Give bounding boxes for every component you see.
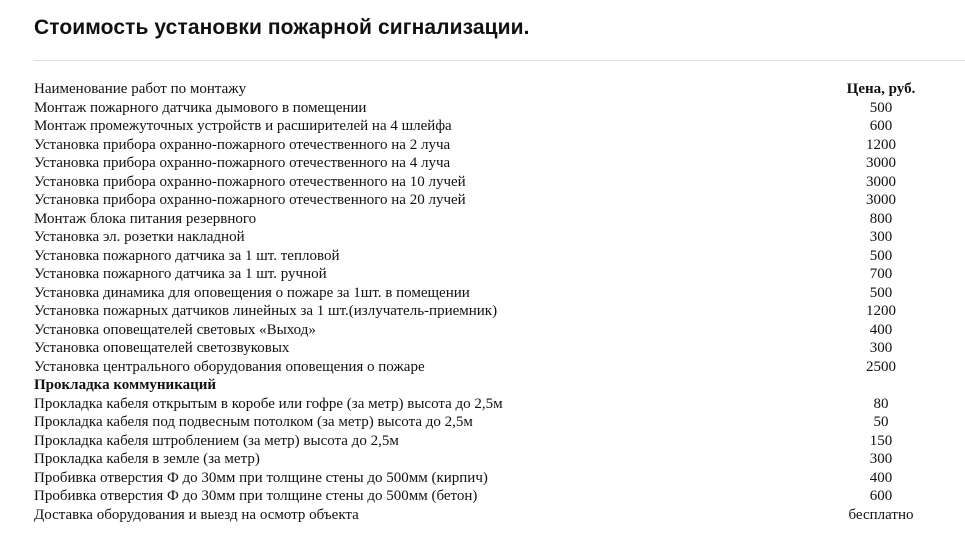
work-name: Пробивка отверстия Ф до 30мм при толщине стены до 500мм (бетон) xyxy=(34,488,478,504)
work-price: 50 xyxy=(873,414,889,430)
work-price: 3000 xyxy=(866,192,896,208)
work-price: 3000 xyxy=(866,155,896,171)
work-price: 80 xyxy=(873,395,889,412)
work-price: 400 xyxy=(869,469,893,486)
work-name: Монтаж промежуточных устройств и расширителей на 4 шлейфа xyxy=(34,118,452,134)
work-name: Установка прибора охранно-пожарного отечественного на 20 лучей xyxy=(34,192,466,208)
work-name: Установка пожарного датчика за 1 шт. ручной xyxy=(34,266,327,282)
table-row xyxy=(34,154,941,173)
work-name: Монтаж пожарного датчика дымового в помещении xyxy=(34,99,367,116)
work-name: Установка прибора охранно-пожарного отечественного на 4 луча xyxy=(34,155,451,171)
table-row xyxy=(34,358,941,377)
work-name: Установка пожарного датчика за 1 шт. тепловой xyxy=(34,247,340,264)
work-price: 1200 xyxy=(866,136,896,153)
section-title: Прокладка коммуникаций xyxy=(34,377,217,393)
table-row xyxy=(34,469,941,488)
price-table xyxy=(34,80,941,524)
work-name: Установка оповещателей световых «Выход» xyxy=(34,321,316,338)
table-row xyxy=(34,99,941,118)
table-row xyxy=(34,210,941,229)
work-price: 500 xyxy=(869,284,893,301)
work-name: Установка пожарных датчиков линейных за 1 шт.(излучатель-приемник) xyxy=(34,303,498,319)
table-row xyxy=(34,302,941,321)
table-row xyxy=(34,247,941,266)
work-price: 600 xyxy=(869,118,893,134)
work-name: Установка оповещателей светозвуковых xyxy=(34,340,290,356)
work-price: 300 xyxy=(869,451,893,467)
work-price: 800 xyxy=(869,210,893,227)
work-price: 700 xyxy=(869,266,893,282)
work-price: 2500 xyxy=(866,358,896,375)
work-name: Прокладка кабеля под подвесным потолком (за метр) высота до 2,5м xyxy=(34,414,473,430)
table-row xyxy=(34,339,941,358)
table-row xyxy=(34,450,941,469)
work-name: Установка динамика для оповещения о пожаре за 1шт. в помещении xyxy=(34,284,470,301)
work-price: 500 xyxy=(869,99,893,116)
work-name: Прокладка кабеля в земле (за метр) xyxy=(34,451,260,467)
work-name: Установка эл. розетки накладной xyxy=(34,229,245,245)
work-price: бесплатно xyxy=(848,506,914,523)
title-divider xyxy=(34,60,965,61)
work-name: Пробивка отверстия Ф до 30мм при толщине стены до 500мм (кирпич) xyxy=(34,469,488,486)
table-row xyxy=(34,506,941,525)
price-table-body xyxy=(34,80,941,524)
work-name: Установка прибора охранно-пожарного отечественного на 10 лучей xyxy=(34,173,466,190)
table-header-row xyxy=(34,80,941,99)
work-price: 300 xyxy=(869,229,893,245)
work-price: 600 xyxy=(869,488,893,504)
work-price: 3000 xyxy=(866,173,896,190)
table-row xyxy=(34,413,941,432)
table-row xyxy=(34,432,941,451)
header-name: Наименование работ по монтажу xyxy=(34,81,247,97)
table-row xyxy=(34,173,941,192)
work-price: 150 xyxy=(869,432,893,449)
work-name: Монтаж блока питания резервного xyxy=(34,210,257,227)
section-header-row xyxy=(34,376,941,395)
table-row xyxy=(34,136,941,155)
work-name: Прокладка кабеля открытым в коробе или гофре (за метр) высота до 2,5м xyxy=(34,395,503,412)
table-row xyxy=(34,487,941,506)
page-title: Стоимость установки пожарной сигнализации. xyxy=(34,16,530,39)
table-row xyxy=(34,284,941,303)
table-row xyxy=(34,321,941,340)
section-price-empty xyxy=(821,376,941,395)
work-name: Установка прибора охранно-пожарного отечественного на 2 луча xyxy=(34,136,451,153)
work-price: 300 xyxy=(869,340,893,356)
table-row xyxy=(34,228,941,247)
table-row xyxy=(34,395,941,414)
work-price: 500 xyxy=(869,247,893,264)
header-price: Цена, руб. xyxy=(846,81,916,97)
work-price: 400 xyxy=(869,321,893,338)
work-name: Прокладка кабеля штроблением (за метр) высота до 2,5м xyxy=(34,432,399,449)
table-row xyxy=(34,191,941,210)
table-row xyxy=(34,265,941,284)
work-name: Установка центрального оборудования оповещения о пожаре xyxy=(34,358,425,375)
work-price: 1200 xyxy=(866,303,896,319)
work-name: Доставка оборудования и выезд на осмотр объекта xyxy=(34,506,359,523)
table-row xyxy=(34,117,941,136)
